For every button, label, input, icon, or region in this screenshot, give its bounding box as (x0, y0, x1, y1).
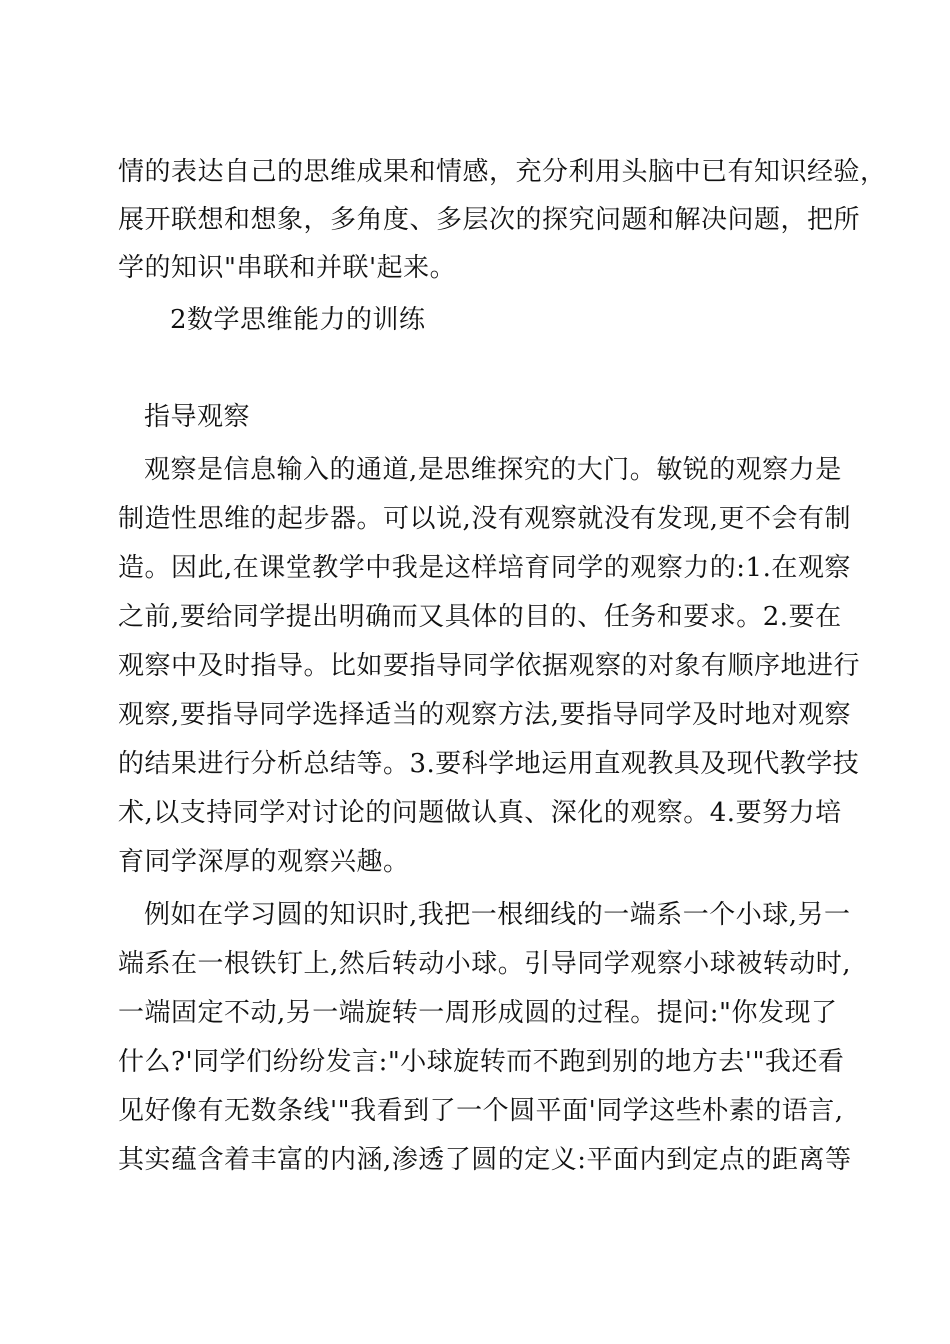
paragraph-3-line-2: 端系在一根铁钉上,然后转动小球。引导同学观察小球被转动时, (118, 949, 852, 979)
paragraph-1-line-3: 学的知识"串联和并联'起来。 (118, 253, 457, 283)
paragraph-3-line-5: 见好像有无数条线'"我看到了一个圆平面'同学这些朴素的语言, (118, 1096, 844, 1126)
subheading: 指导观察 (144, 402, 251, 432)
paragraph-3-line-4: 什么?'同学们纷纷发言:"小球旋转而不跑到别的地方去'"我还看 (118, 1047, 845, 1077)
paragraph-2-line-9: 育同学深厚的观察兴趣。 (118, 847, 410, 877)
paragraph-3-line-3: 一端固定不动,另一端旋转一周形成圆的过程。提问:"你发现了 (118, 998, 838, 1028)
paragraph-1-line-1: 情的表达自己的思维成果和情感，充分利用头脑中已有知识经验， (118, 157, 887, 187)
paragraph-2-line-1: 观察是信息输入的通道,是思维探究的大门。敏锐的观察力是 (144, 455, 842, 485)
paragraph-3-line-1: 例如在学习圆的知识时,我把一根细线的一端系一个小球,另一 (144, 900, 851, 930)
paragraph-2-line-2: 制造性思维的起步器。可以说,没有观察就没有发现,更不会有制 (118, 504, 852, 534)
paragraph-2-line-7: 的结果进行分析总结等。3.要科学地运用直观教具及现代教学技 (118, 749, 860, 779)
paragraph-2-line-8: 术,以支持同学对讨论的问题做认真、深化的观察。4.要努力培 (118, 798, 842, 828)
paragraph-2-line-6: 观察,要指导同学选择适当的观察方法,要指导同学及时地对观察 (118, 700, 852, 730)
paragraph-2-line-4: 之前,要给同学提出明确而又具体的目的、任务和要求。2.要在 (118, 602, 842, 632)
paragraph-2-line-5: 观察中及时指导。比如要指导同学依据观察的对象有顺序地进行 (118, 651, 861, 681)
paragraph-3-line-6: 其实蕴含着丰富的内涵,渗透了圆的定义:平面内到定点的距离等 (118, 1145, 852, 1175)
paragraph-2-line-3: 造。因此,在课堂教学中我是这样培育同学的观察力的:1.在观察 (118, 553, 851, 583)
section-heading: 2数学思维能力的训练 (170, 305, 426, 335)
paragraph-1-line-2: 展开联想和想象，多角度、多层次的探究问题和解决问题，把所 (118, 205, 861, 235)
